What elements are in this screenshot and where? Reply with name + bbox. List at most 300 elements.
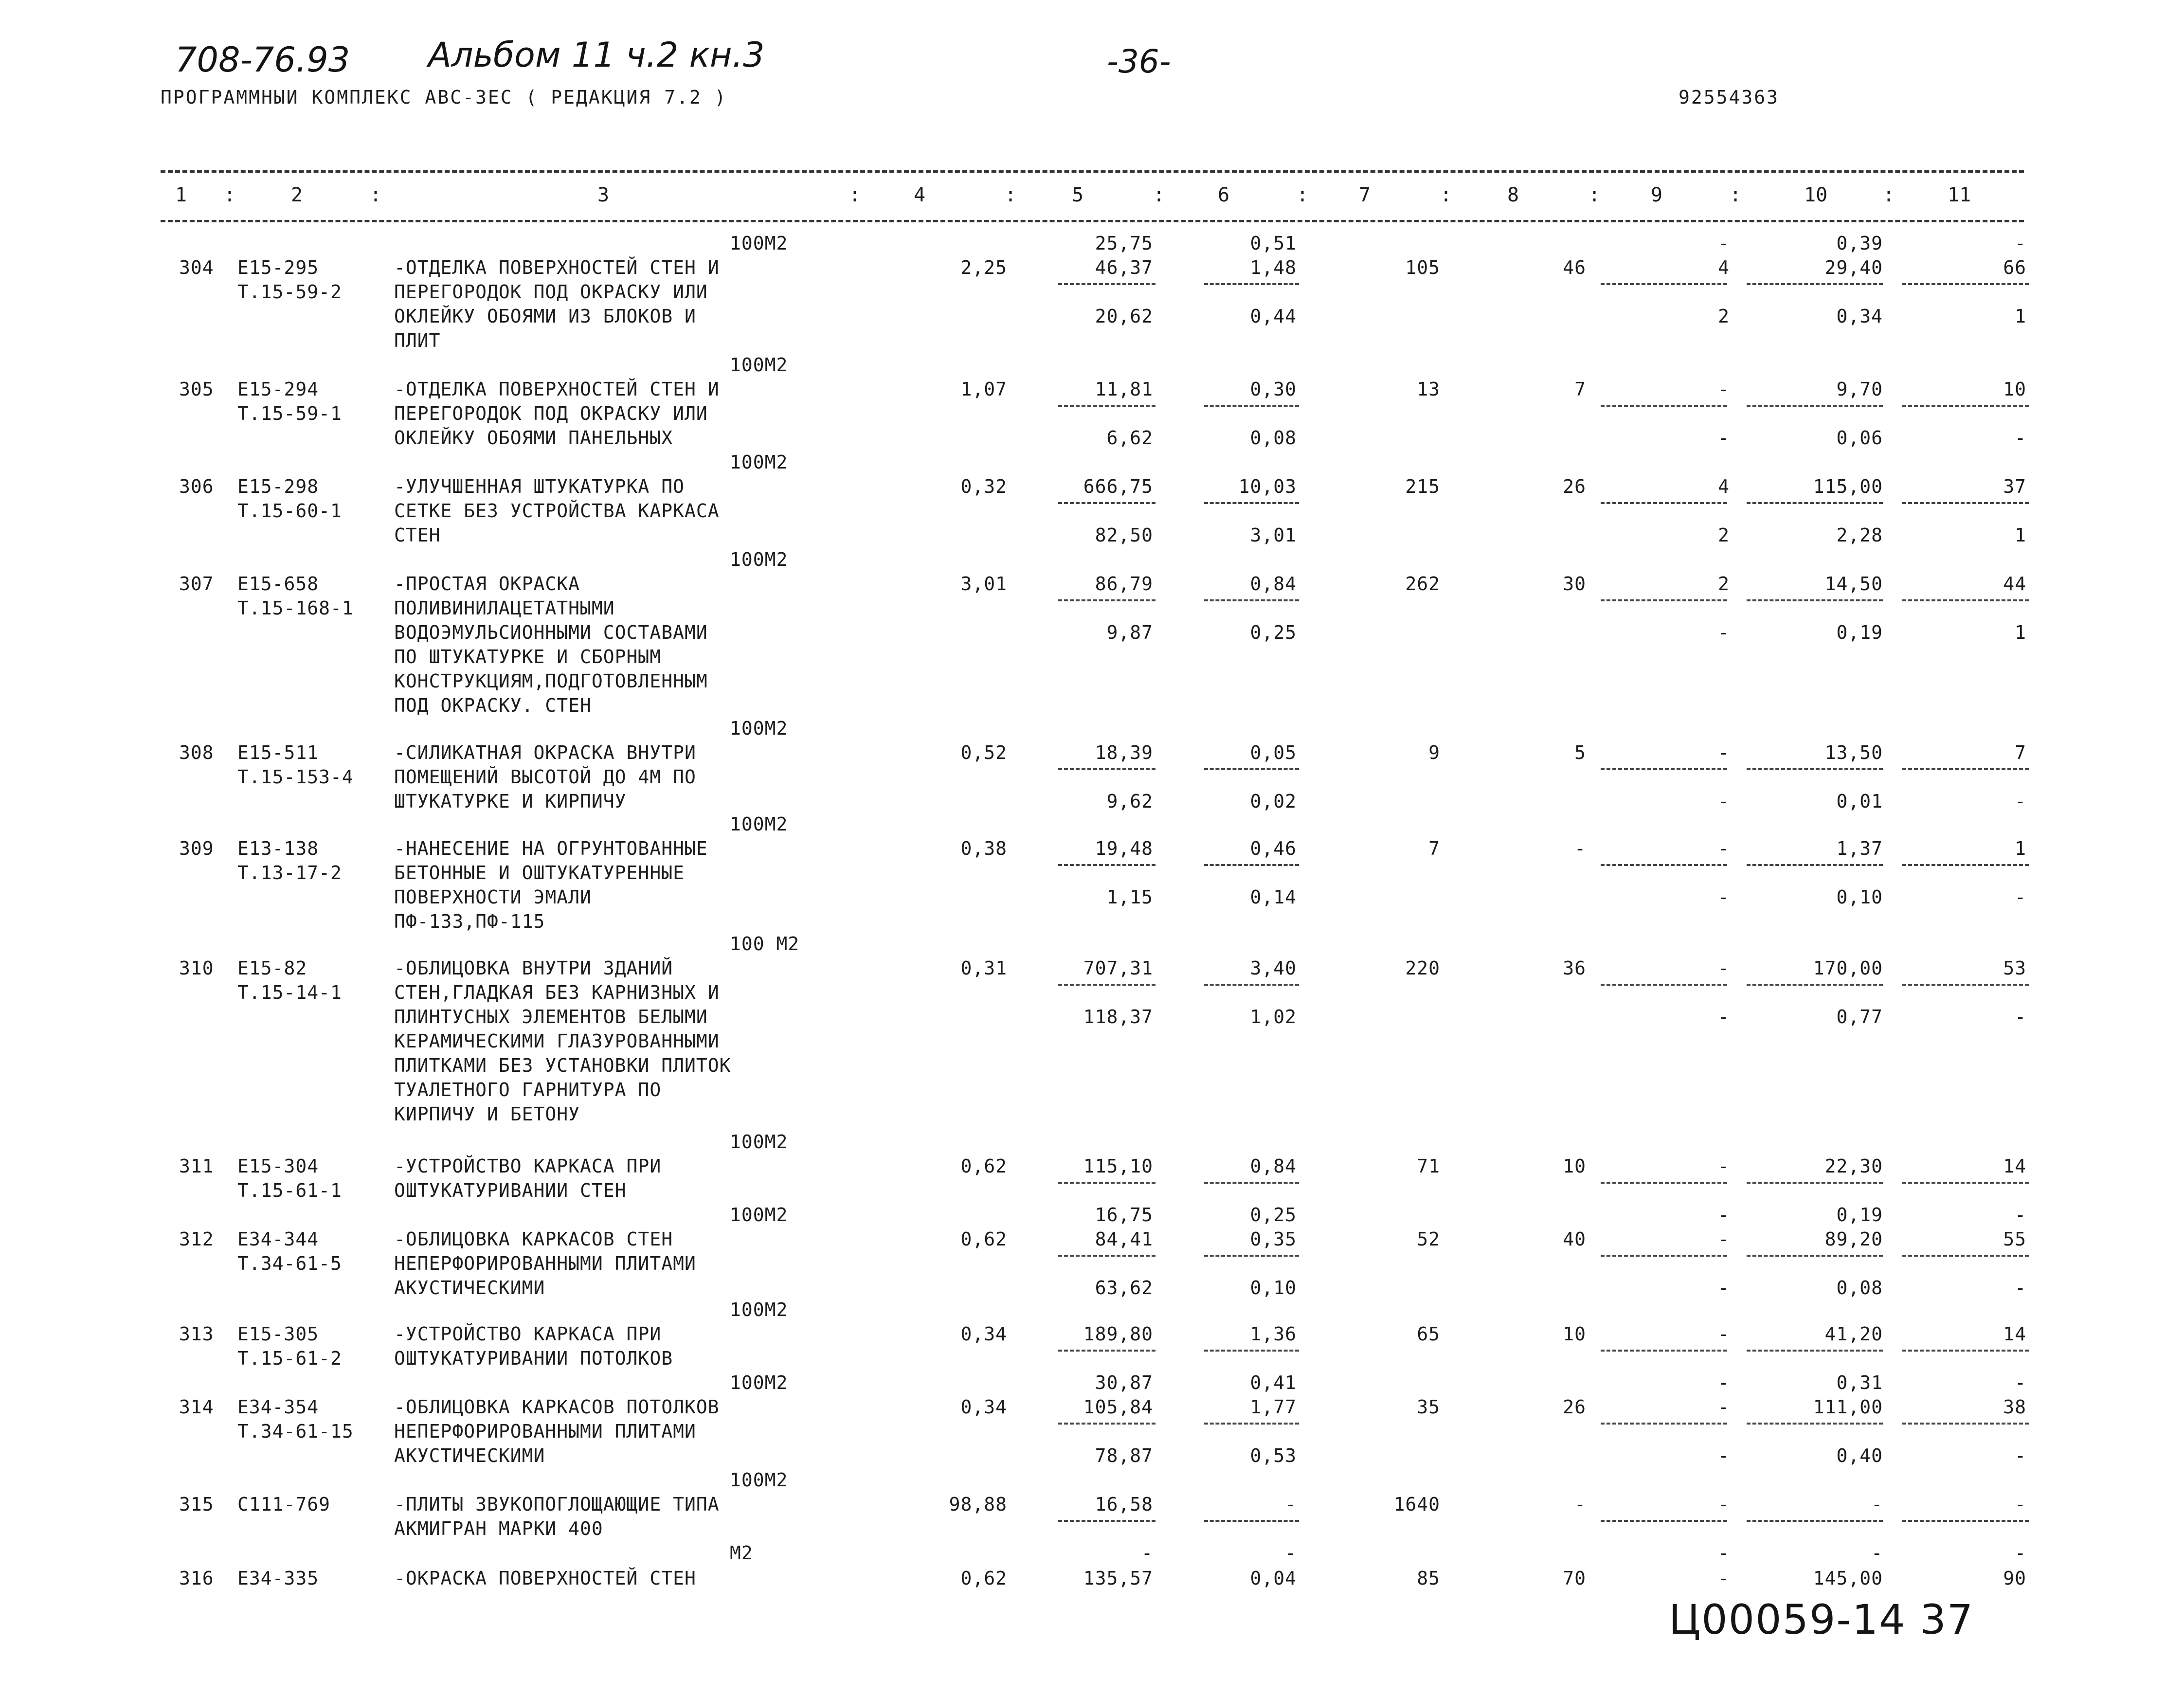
norm-code: Е34-344 — [237, 1228, 319, 1250]
norm-code: Е13-138 — [237, 838, 319, 859]
value-c5: 707,31 — [1083, 957, 1153, 979]
value-c4: 0,52 — [960, 742, 1007, 763]
unit-label: 100М2 — [730, 1204, 788, 1226]
norm-code: Е15-294 — [237, 379, 319, 400]
value-c8: 26 — [1563, 1396, 1586, 1418]
value-c11: 37 — [2003, 476, 2026, 497]
value-underline — [1601, 768, 1727, 770]
norm-reference: Т.34-61-15 — [237, 1421, 354, 1442]
value-c11: 55 — [2003, 1228, 2026, 1250]
value-b10: 0,08 — [1836, 1277, 1883, 1299]
unit-label: 100М2 — [730, 233, 788, 254]
column-separator: : — [1883, 184, 1895, 206]
program-title: ПРОГРАММНЫИ КОМПЛЕКС АВС-3ЕС ( РЕДАКЦИЯ 7.2 ) — [161, 87, 727, 108]
value-c4: 0,62 — [960, 1568, 1007, 1589]
work-description-line: ТУАЛЕТНОГО ГАРНИТУРА ПО — [394, 1079, 662, 1101]
row-number: 315 — [179, 1494, 214, 1515]
value-b6: 0,10 — [1250, 1277, 1297, 1299]
value-c11: 90 — [2003, 1568, 2026, 1589]
value-b11: - — [2015, 1542, 2026, 1564]
value-c8: 36 — [1563, 957, 1586, 979]
value-c7: 35 — [1417, 1396, 1440, 1418]
value-c9: 4 — [1718, 476, 1730, 497]
value-b6: 0,41 — [1250, 1372, 1297, 1393]
value-c9: - — [1718, 1323, 1730, 1345]
value-c11: 14 — [2003, 1323, 2026, 1345]
work-description-line: АКУСТИЧЕСКИМИ — [394, 1445, 545, 1466]
value-c8: 10 — [1563, 1323, 1586, 1345]
value-c6: 0,35 — [1250, 1228, 1297, 1250]
row-number: 307 — [179, 573, 214, 595]
value-c6: 0,46 — [1250, 838, 1297, 859]
value-c5: 86,79 — [1095, 573, 1153, 595]
value-underline — [1601, 1182, 1727, 1184]
value-c7: 85 — [1417, 1568, 1440, 1589]
value-underline — [1747, 768, 1883, 770]
value-b5: 6,62 — [1106, 427, 1153, 449]
value-b9: - — [1718, 622, 1730, 643]
value-underline — [1902, 502, 2029, 504]
work-description-line: КИРПИЧУ И БЕТОНУ — [394, 1103, 580, 1125]
value-c6: 0,04 — [1250, 1568, 1297, 1589]
value-c7: 71 — [1417, 1155, 1440, 1177]
value-underline — [1601, 1520, 1727, 1522]
value-c6: 0,84 — [1250, 1155, 1297, 1177]
value-b9: - — [1718, 791, 1730, 812]
norm-code: Е15-305 — [237, 1323, 319, 1345]
value-underline — [1058, 283, 1155, 285]
work-description-line: -ОБЛИЦОВКА КАРКАСОВ СТЕН — [394, 1228, 673, 1250]
norm-code: Е15-658 — [237, 573, 319, 595]
value-c11: - — [2015, 1494, 2026, 1515]
column-separator: : — [224, 184, 236, 206]
norm-reference: Т.34-61-5 — [237, 1253, 342, 1274]
value-c9: 2 — [1718, 573, 1730, 595]
value-c9: - — [1718, 838, 1730, 859]
value-c6: 0,05 — [1250, 742, 1297, 763]
value-underline — [1601, 405, 1727, 407]
value-c10: 13,50 — [1824, 742, 1883, 763]
norm-code: Е15-295 — [237, 257, 319, 278]
unit-label: 100М2 — [730, 1469, 788, 1491]
value-c6: 10,03 — [1238, 476, 1297, 497]
value-underline — [1058, 599, 1155, 601]
value-c10: - — [1871, 1494, 1883, 1515]
value-c5: 16,58 — [1095, 1494, 1153, 1515]
doc-code: 708-76.93 — [175, 40, 350, 80]
column-separator: : — [1440, 184, 1452, 206]
norm-code: Е34-335 — [237, 1568, 319, 1589]
value-c8: 10 — [1563, 1155, 1586, 1177]
value-c4: 0,38 — [960, 838, 1007, 859]
value-b11: - — [2015, 1277, 2026, 1299]
value-underline — [1204, 864, 1299, 866]
value-c11: 1 — [2015, 838, 2026, 859]
norm-reference: Т.15-61-1 — [237, 1180, 342, 1201]
value-underline — [1601, 1423, 1727, 1425]
value-b5: 118,37 — [1083, 1006, 1153, 1028]
column-header-9: 9 — [1651, 184, 1663, 206]
document-code-right: 92554363 — [1679, 87, 1780, 108]
value-b10: 0,19 — [1836, 1204, 1883, 1226]
value-b6: 0,08 — [1250, 427, 1297, 449]
value-c7: 65 — [1417, 1323, 1440, 1345]
value-underline — [1747, 1350, 1883, 1352]
value-c8: 40 — [1563, 1228, 1586, 1250]
value-underline — [1058, 1350, 1155, 1352]
value-b6: 0,53 — [1250, 1445, 1297, 1466]
value-pre9: - — [1718, 233, 1730, 254]
value-b10: 2,28 — [1836, 524, 1883, 546]
value-c5: 666,75 — [1083, 476, 1153, 497]
work-description-line: -ОТДЕЛКА ПОВЕРХНОСТЕЙ СТЕН И — [394, 257, 720, 278]
value-b6: 0,25 — [1250, 622, 1297, 643]
column-header-5: 5 — [1072, 184, 1084, 206]
value-c11: 10 — [2003, 379, 2026, 400]
value-underline — [1902, 768, 2029, 770]
value-pre11: - — [2015, 233, 2026, 254]
value-b6: 0,14 — [1250, 886, 1297, 908]
value-b5: 82,50 — [1095, 524, 1153, 546]
column-separator: : — [370, 184, 382, 206]
album-title: Альбом 11 ч.2 кн.3 — [428, 35, 765, 75]
work-description-line: КОНСТРУКЦИЯМ,ПОДГОТОВЛЕННЫМ — [394, 670, 708, 692]
value-c10: 115,00 — [1813, 476, 1883, 497]
norm-reference: Т.15-60-1 — [237, 500, 342, 522]
value-c8: 26 — [1563, 476, 1586, 497]
value-b5: 78,87 — [1095, 1445, 1153, 1466]
value-b6: - — [1285, 1542, 1297, 1564]
work-description-line: ПО ШТУКАТУРКЕ И СБОРНЫМ — [394, 646, 662, 668]
value-underline — [1601, 502, 1727, 504]
value-c11: 7 — [2015, 742, 2026, 763]
header-rule-bottom — [161, 220, 2024, 222]
value-c11: 14 — [2003, 1155, 2026, 1177]
value-c5: 46,37 — [1095, 257, 1153, 278]
value-b9: - — [1718, 1006, 1730, 1028]
value-underline — [1902, 1255, 2029, 1257]
value-b6: 0,02 — [1250, 791, 1297, 812]
norm-code: С111-769 — [237, 1494, 331, 1515]
value-c7: 13 — [1417, 379, 1440, 400]
value-c5: 19,48 — [1095, 838, 1153, 859]
work-description-line: ОШТУКАТУРИВАНИИ СТЕН — [394, 1180, 627, 1201]
value-underline — [1058, 1520, 1155, 1522]
work-description-line: -СИЛИКАТНАЯ ОКРАСКА ВНУТРИ — [394, 742, 696, 763]
value-b5: 16,75 — [1095, 1204, 1153, 1226]
value-b9: - — [1718, 886, 1730, 908]
value-c5: 18,39 — [1095, 742, 1153, 763]
value-b11: - — [2015, 791, 2026, 812]
value-c11: 66 — [2003, 257, 2026, 278]
row-number: 316 — [179, 1568, 214, 1589]
value-underline — [1204, 1182, 1299, 1184]
value-b11: - — [2015, 1372, 2026, 1393]
value-underline — [1747, 864, 1883, 866]
work-description-line: -НАНЕСЕНИЕ НА ОГРУНТОВАННЫЕ — [394, 838, 708, 859]
work-description-line: ПОЛИВИНИЛАЦЕТАТНЫМИ — [394, 597, 615, 619]
value-underline — [1902, 599, 2029, 601]
value-underline — [1902, 405, 2029, 407]
value-underline — [1204, 984, 1299, 986]
value-b10: 0,06 — [1836, 427, 1883, 449]
value-b10: - — [1871, 1542, 1883, 1564]
norm-code: Е34-354 — [237, 1396, 319, 1418]
work-description-line: -ОТДЕЛКА ПОВЕРХНОСТЕЙ СТЕН И — [394, 379, 720, 400]
value-underline — [1058, 405, 1155, 407]
value-c10: 89,20 — [1824, 1228, 1883, 1250]
value-c4: 0,31 — [960, 957, 1007, 979]
work-description-line: СТЕН,ГЛАДКАЯ БЕЗ КАРНИЗНЫХ И — [394, 982, 720, 1003]
value-c7: 105 — [1405, 257, 1440, 278]
value-c5: 105,84 — [1083, 1396, 1153, 1418]
value-c10: 9,70 — [1836, 379, 1883, 400]
column-separator: : — [1297, 184, 1309, 206]
value-pre6: 0,51 — [1250, 233, 1297, 254]
value-c4: 0,32 — [960, 476, 1007, 497]
value-c4: 98,88 — [949, 1494, 1007, 1515]
row-number: 310 — [179, 957, 214, 979]
value-b5: 63,62 — [1095, 1277, 1153, 1299]
work-description-line: ПЛИТКАМИ БЕЗ УСТАНОВКИ ПЛИТОК — [394, 1055, 731, 1076]
value-underline — [1601, 283, 1727, 285]
value-c8: 7 — [1574, 379, 1586, 400]
row-number: 311 — [179, 1155, 214, 1177]
value-b5: 30,87 — [1095, 1372, 1153, 1393]
column-separator: : — [1005, 184, 1017, 206]
value-b11: - — [2015, 427, 2026, 449]
column-header-3: 3 — [597, 184, 610, 206]
column-separator: : — [1730, 184, 1742, 206]
work-description-line: ПОД ОКРАСКУ. СТЕН — [394, 695, 592, 716]
work-description-line: -ОБЛИЦОВКА ВНУТРИ ЗДАНИЙ — [394, 957, 673, 979]
value-b6: 1,02 — [1250, 1006, 1297, 1028]
value-underline — [1204, 599, 1299, 601]
value-c5: 11,81 — [1095, 379, 1153, 400]
value-b9: - — [1718, 1372, 1730, 1393]
value-c10: 14,50 — [1824, 573, 1883, 595]
value-b11: - — [2015, 1445, 2026, 1466]
value-b11: - — [2015, 1006, 2026, 1028]
value-b11: - — [2015, 1204, 2026, 1226]
value-underline — [1204, 1520, 1299, 1522]
value-underline — [1058, 1255, 1155, 1257]
value-underline — [1747, 283, 1883, 285]
value-c7: 1640 — [1393, 1494, 1440, 1515]
value-c6: 0,84 — [1250, 573, 1297, 595]
column-header-7: 7 — [1359, 184, 1371, 206]
work-description-line: ШТУКАТУРКЕ И КИРПИЧУ — [394, 791, 627, 812]
column-header-4: 4 — [914, 184, 926, 206]
value-b11: 1 — [2015, 306, 2026, 327]
work-description-line: -ПЛИТЫ ЗВУКОПОГЛОЩАЮЩИЕ ТИПА — [394, 1494, 720, 1515]
column-header-10: 10 — [1804, 184, 1828, 206]
value-underline — [1902, 283, 2029, 285]
value-c10: 1,37 — [1836, 838, 1883, 859]
norm-reference: Т.15-153-4 — [237, 766, 354, 788]
row-number: 304 — [179, 257, 214, 278]
value-underline — [1601, 1255, 1727, 1257]
value-b6: 0,44 — [1250, 306, 1297, 327]
value-pre5: 25,75 — [1095, 233, 1153, 254]
work-description-line: -УСТРОЙСТВО КАРКАСА ПРИ — [394, 1155, 662, 1177]
work-description-line: ОКЛЕЙКУ ОБОЯМИ ИЗ БЛОКОВ И — [394, 306, 696, 327]
work-description-line: ПФ-133,ПФ-115 — [394, 911, 545, 932]
row-number: 314 — [179, 1396, 214, 1418]
value-c8: 5 — [1574, 742, 1586, 763]
value-underline — [1902, 864, 2029, 866]
norm-reference: Т.15-59-1 — [237, 403, 342, 424]
value-b11: - — [2015, 886, 2026, 908]
value-c11: 38 — [2003, 1396, 2026, 1418]
row-number: 312 — [179, 1228, 214, 1250]
work-description-line: -ОБЛИЦОВКА КАРКАСОВ ПОТОЛКОВ — [394, 1396, 720, 1418]
value-underline — [1747, 1255, 1883, 1257]
value-b9: - — [1718, 1204, 1730, 1226]
value-b9: - — [1718, 1542, 1730, 1564]
value-c6: 1,77 — [1250, 1396, 1297, 1418]
work-description-line: НЕПЕРФОРИРОВАННЫМИ ПЛИТАМИ — [394, 1253, 696, 1274]
column-header-6: 6 — [1218, 184, 1230, 206]
value-c7: 220 — [1405, 957, 1440, 979]
value-b5: 1,15 — [1106, 886, 1153, 908]
value-c4: 0,62 — [960, 1228, 1007, 1250]
value-c10: 111,00 — [1813, 1396, 1883, 1418]
work-description-line: ПОВЕРХНОСТИ ЭМАЛИ — [394, 886, 592, 908]
value-underline — [1902, 1350, 2029, 1352]
unit-label: 100М2 — [730, 354, 788, 376]
work-description-line: ОКЛЕЙКУ ОБОЯМИ ПАНЕЛЬНЫХ — [394, 427, 673, 449]
value-c9: - — [1718, 1568, 1730, 1589]
column-separator: : — [849, 184, 861, 206]
work-description-line: ПЕРЕГОРОДОК ПОД ОКРАСКУ ИЛИ — [394, 281, 708, 303]
value-c5: 135,57 — [1083, 1568, 1153, 1589]
value-b11: 1 — [2015, 524, 2026, 546]
value-b10: 0,01 — [1836, 791, 1883, 812]
value-b10: 0,10 — [1836, 886, 1883, 908]
work-description-line: АКУСТИЧЕСКИМИ — [394, 1277, 545, 1299]
work-description-line: ОШТУКАТУРИВАНИИ ПОТОЛКОВ — [394, 1348, 673, 1369]
value-c4: 1,07 — [960, 379, 1007, 400]
value-underline — [1601, 1350, 1727, 1352]
value-c9: - — [1718, 957, 1730, 979]
value-c9: - — [1718, 1228, 1730, 1250]
value-underline — [1902, 1182, 2029, 1184]
value-c4: 0,34 — [960, 1323, 1007, 1345]
value-b9: - — [1718, 427, 1730, 449]
value-b9: - — [1718, 1445, 1730, 1466]
row-number: 313 — [179, 1323, 214, 1345]
value-c11: 53 — [2003, 957, 2026, 979]
value-c10: 145,00 — [1813, 1568, 1883, 1589]
value-b10: 0,77 — [1836, 1006, 1883, 1028]
work-description-line: -ПРОСТАЯ ОКРАСКА — [394, 573, 580, 595]
value-c7: 9 — [1428, 742, 1440, 763]
norm-code: Е15-511 — [237, 742, 319, 763]
value-underline — [1058, 864, 1155, 866]
column-header-2: 2 — [291, 184, 303, 206]
value-underline — [1747, 599, 1883, 601]
value-b10: 0,19 — [1836, 622, 1883, 643]
work-description-line: ПЕРЕГОРОДОК ПОД ОКРАСКУ ИЛИ — [394, 403, 708, 424]
work-description-line: НЕПЕРФОРИРОВАННЫМИ ПЛИТАМИ — [394, 1421, 696, 1442]
value-underline — [1601, 599, 1727, 601]
column-header-1: 1 — [175, 184, 187, 206]
value-c6: 1,36 — [1250, 1323, 1297, 1345]
work-description-line: СТЕН — [394, 524, 441, 546]
work-description-line: КЕРАМИЧЕСКИМИ ГЛАЗУРОВАННЫМИ — [394, 1030, 720, 1052]
value-c9: - — [1718, 1155, 1730, 1177]
unit-label: 100М2 — [730, 1299, 788, 1320]
value-c9: - — [1718, 1396, 1730, 1418]
value-c5: 189,80 — [1083, 1323, 1153, 1345]
value-underline — [1058, 502, 1155, 504]
value-c8: - — [1574, 1494, 1586, 1515]
row-number: 308 — [179, 742, 214, 763]
value-b5: 9,87 — [1106, 622, 1153, 643]
value-c8: 70 — [1563, 1568, 1586, 1589]
value-underline — [1902, 1520, 2029, 1522]
value-b9: - — [1718, 1277, 1730, 1299]
norm-reference: Т.13-17-2 — [237, 862, 342, 884]
value-c5: 84,41 — [1095, 1228, 1153, 1250]
value-b10: 0,34 — [1836, 306, 1883, 327]
value-c9: - — [1718, 742, 1730, 763]
value-underline — [1902, 984, 2029, 986]
value-underline — [1747, 1423, 1883, 1425]
value-b5: - — [1141, 1542, 1153, 1564]
value-underline — [1747, 1520, 1883, 1522]
value-c10: 22,30 — [1824, 1155, 1883, 1177]
header-rule-top — [161, 170, 2024, 173]
work-description-line: -УЛУЧШЕННАЯ ШТУКАТУРКА ПО — [394, 476, 685, 497]
value-underline — [1747, 1182, 1883, 1184]
value-pre10: 0,39 — [1836, 233, 1883, 254]
value-b9: 2 — [1718, 524, 1730, 546]
value-underline — [1204, 283, 1299, 285]
value-c7: 215 — [1405, 476, 1440, 497]
unit-label: 100М2 — [730, 813, 788, 835]
unit-label: 100 М2 — [730, 933, 800, 955]
unit-label: М2 — [730, 1542, 753, 1564]
value-b6: 3,01 — [1250, 524, 1297, 546]
norm-code: Е15-304 — [237, 1155, 319, 1177]
value-b5: 9,62 — [1106, 791, 1153, 812]
row-number: 309 — [179, 838, 214, 859]
unit-label: 100М2 — [730, 718, 788, 739]
value-c6: 0,30 — [1250, 379, 1297, 400]
value-underline — [1747, 984, 1883, 986]
value-c9: - — [1718, 379, 1730, 400]
value-c4: 0,62 — [960, 1155, 1007, 1177]
unit-label: 100М2 — [730, 549, 788, 570]
value-b11: 1 — [2015, 622, 2026, 643]
norm-reference: Т.15-61-2 — [237, 1348, 342, 1369]
value-c6: 3,40 — [1250, 957, 1297, 979]
value-underline — [1058, 1182, 1155, 1184]
value-c7: 7 — [1428, 838, 1440, 859]
value-underline — [1204, 502, 1299, 504]
work-description-line: ПЛИТ — [394, 330, 441, 351]
value-b10: 0,31 — [1836, 1372, 1883, 1393]
value-underline — [1058, 768, 1155, 770]
norm-reference: Т.15-59-2 — [237, 281, 342, 303]
unit-label: 100М2 — [730, 451, 788, 473]
value-underline — [1058, 1423, 1155, 1425]
norm-reference: Т.15-168-1 — [237, 597, 354, 619]
column-separator: : — [1588, 184, 1601, 206]
column-header-11: 11 — [1948, 184, 1971, 206]
